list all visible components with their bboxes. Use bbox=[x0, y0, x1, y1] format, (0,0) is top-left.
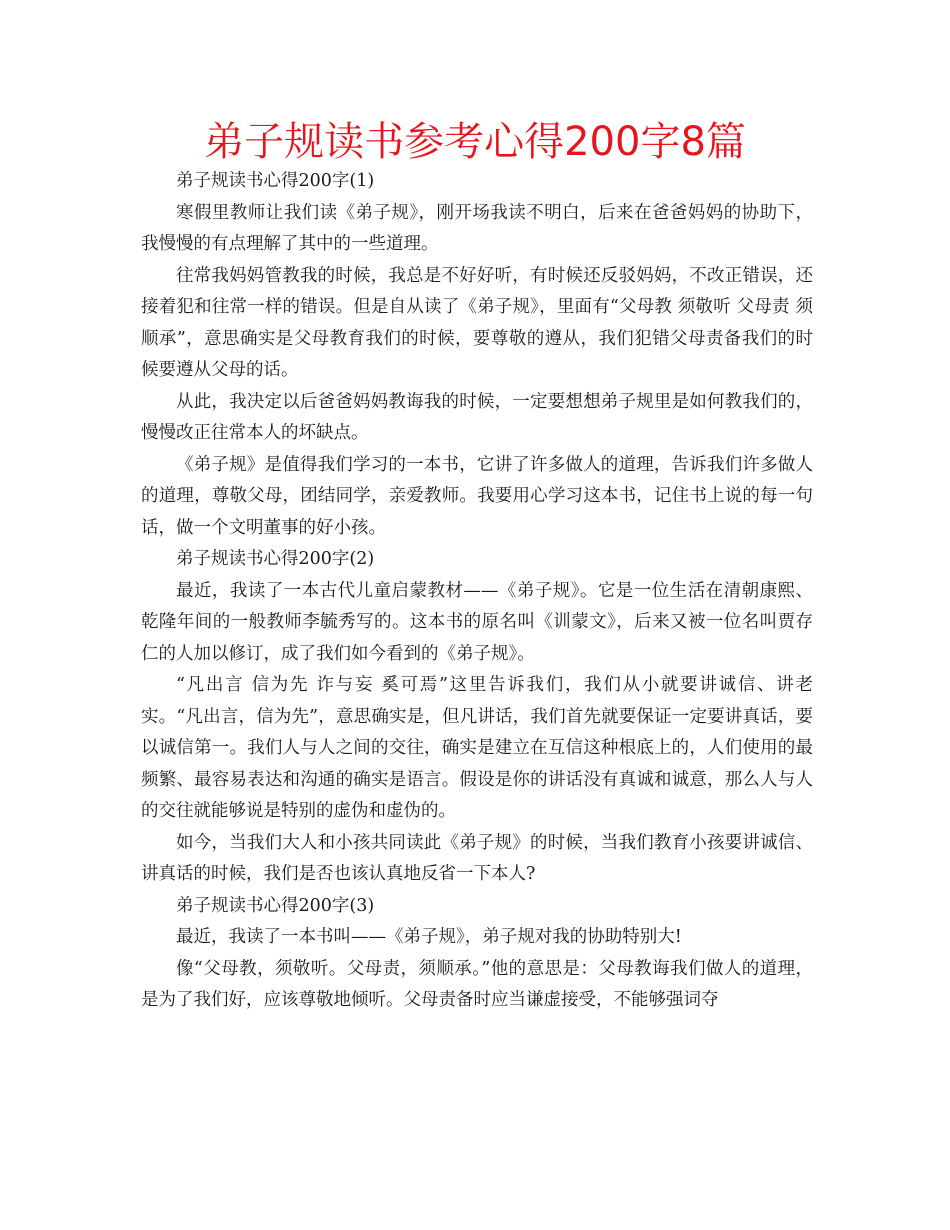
paragraph: 从此，我决定以后爸爸妈妈教诲我的时候，一定要想想弟子规里是如何教我们的，慢慢改正往常本人的坏缺点。 bbox=[141, 391, 813, 443]
paragraph: 弟子规读书心得200字(3) bbox=[176, 895, 375, 916]
paragraph: 寒假里教师让我们读《弟子规》，刚开场我读不明白，后来在爸爸妈妈的协助下，我慢慢的有点理解了其中的一些道理。 bbox=[141, 202, 813, 254]
paragraph: 像“父母教，须敬听。父母责，须顺承。”他的意思是：父母教诲我们做人的道理，是为了我们好，应该尊敬地倾听。父母责备时应当谦虚接受，不能够强词夺 bbox=[141, 958, 813, 1010]
document-body bbox=[141, 166, 813, 1017]
paragraph: 往常我妈妈管教我的时候，我总是不好好听，有时候还反驳妈妈，不改正错误，还接着犯和往常一样的错误。但是自从读了《弟子规》，里面有“父母教 须敬听 父母责 须顺承”，意思确实是父母教育我们的时候，要尊敬的遵从，我们犯错父母责备我们的时候要遵从父母的话。 bbox=[141, 265, 813, 380]
page-title: 弟子规读书参考心得200字8篇 bbox=[204, 119, 746, 165]
paragraph: 如今，当我们大人和小孩共同读此《弟子规》的时候，当我们教育小孩要讲诚信、讲真话的时候，我们是否也该认真地反省一下本人? bbox=[141, 832, 813, 884]
paragraph: 最近，我读了一本古代儿童启蒙教材——《弟子规》。它是一位生活在清朝康熙、乾隆年间的一般教师李毓秀写的。这本书的原名叫《训蒙文》，后来又被一位名叫贾存仁的人加以修订，成了我们如今看到的《弟子规》。 bbox=[141, 580, 813, 664]
paragraph: 弟子规读书心得200字(2) bbox=[176, 549, 375, 569]
paragraph: 弟子规读书心得200字(1) bbox=[176, 171, 375, 191]
paragraph: “凡出言 信为先 诈与妄 奚可焉”这里告诉我们，我们从小就要讲诚信、讲老实。“凡出言，信为先”，意思确实是，但凡讲话，我们首先就要保证一定要讲真话，要以诚信第一。我们人与人之间的交往，确实是建立在互信这种根底上的，人们使用的最频繁、最容易表达和沟通的确实是语言。假设是你的讲话没有真诚和诚意，那么人与人的交往就能够说是特别的虚伪和虚伪的。 bbox=[141, 675, 813, 821]
paragraph: 最近，我读了一本书叫——《弟子规》，弟子规对我的协助特别大! bbox=[176, 927, 682, 947]
paragraph: 《弟子规》是值得我们学习的一本书，它讲了许多做人的道理，告诉我们许多做人的道理，尊敬父母，团结同学，亲爱教师。我要用心学习这本书，记住书上说的每一句话，做一个文明董事的好小孩。 bbox=[141, 454, 813, 538]
